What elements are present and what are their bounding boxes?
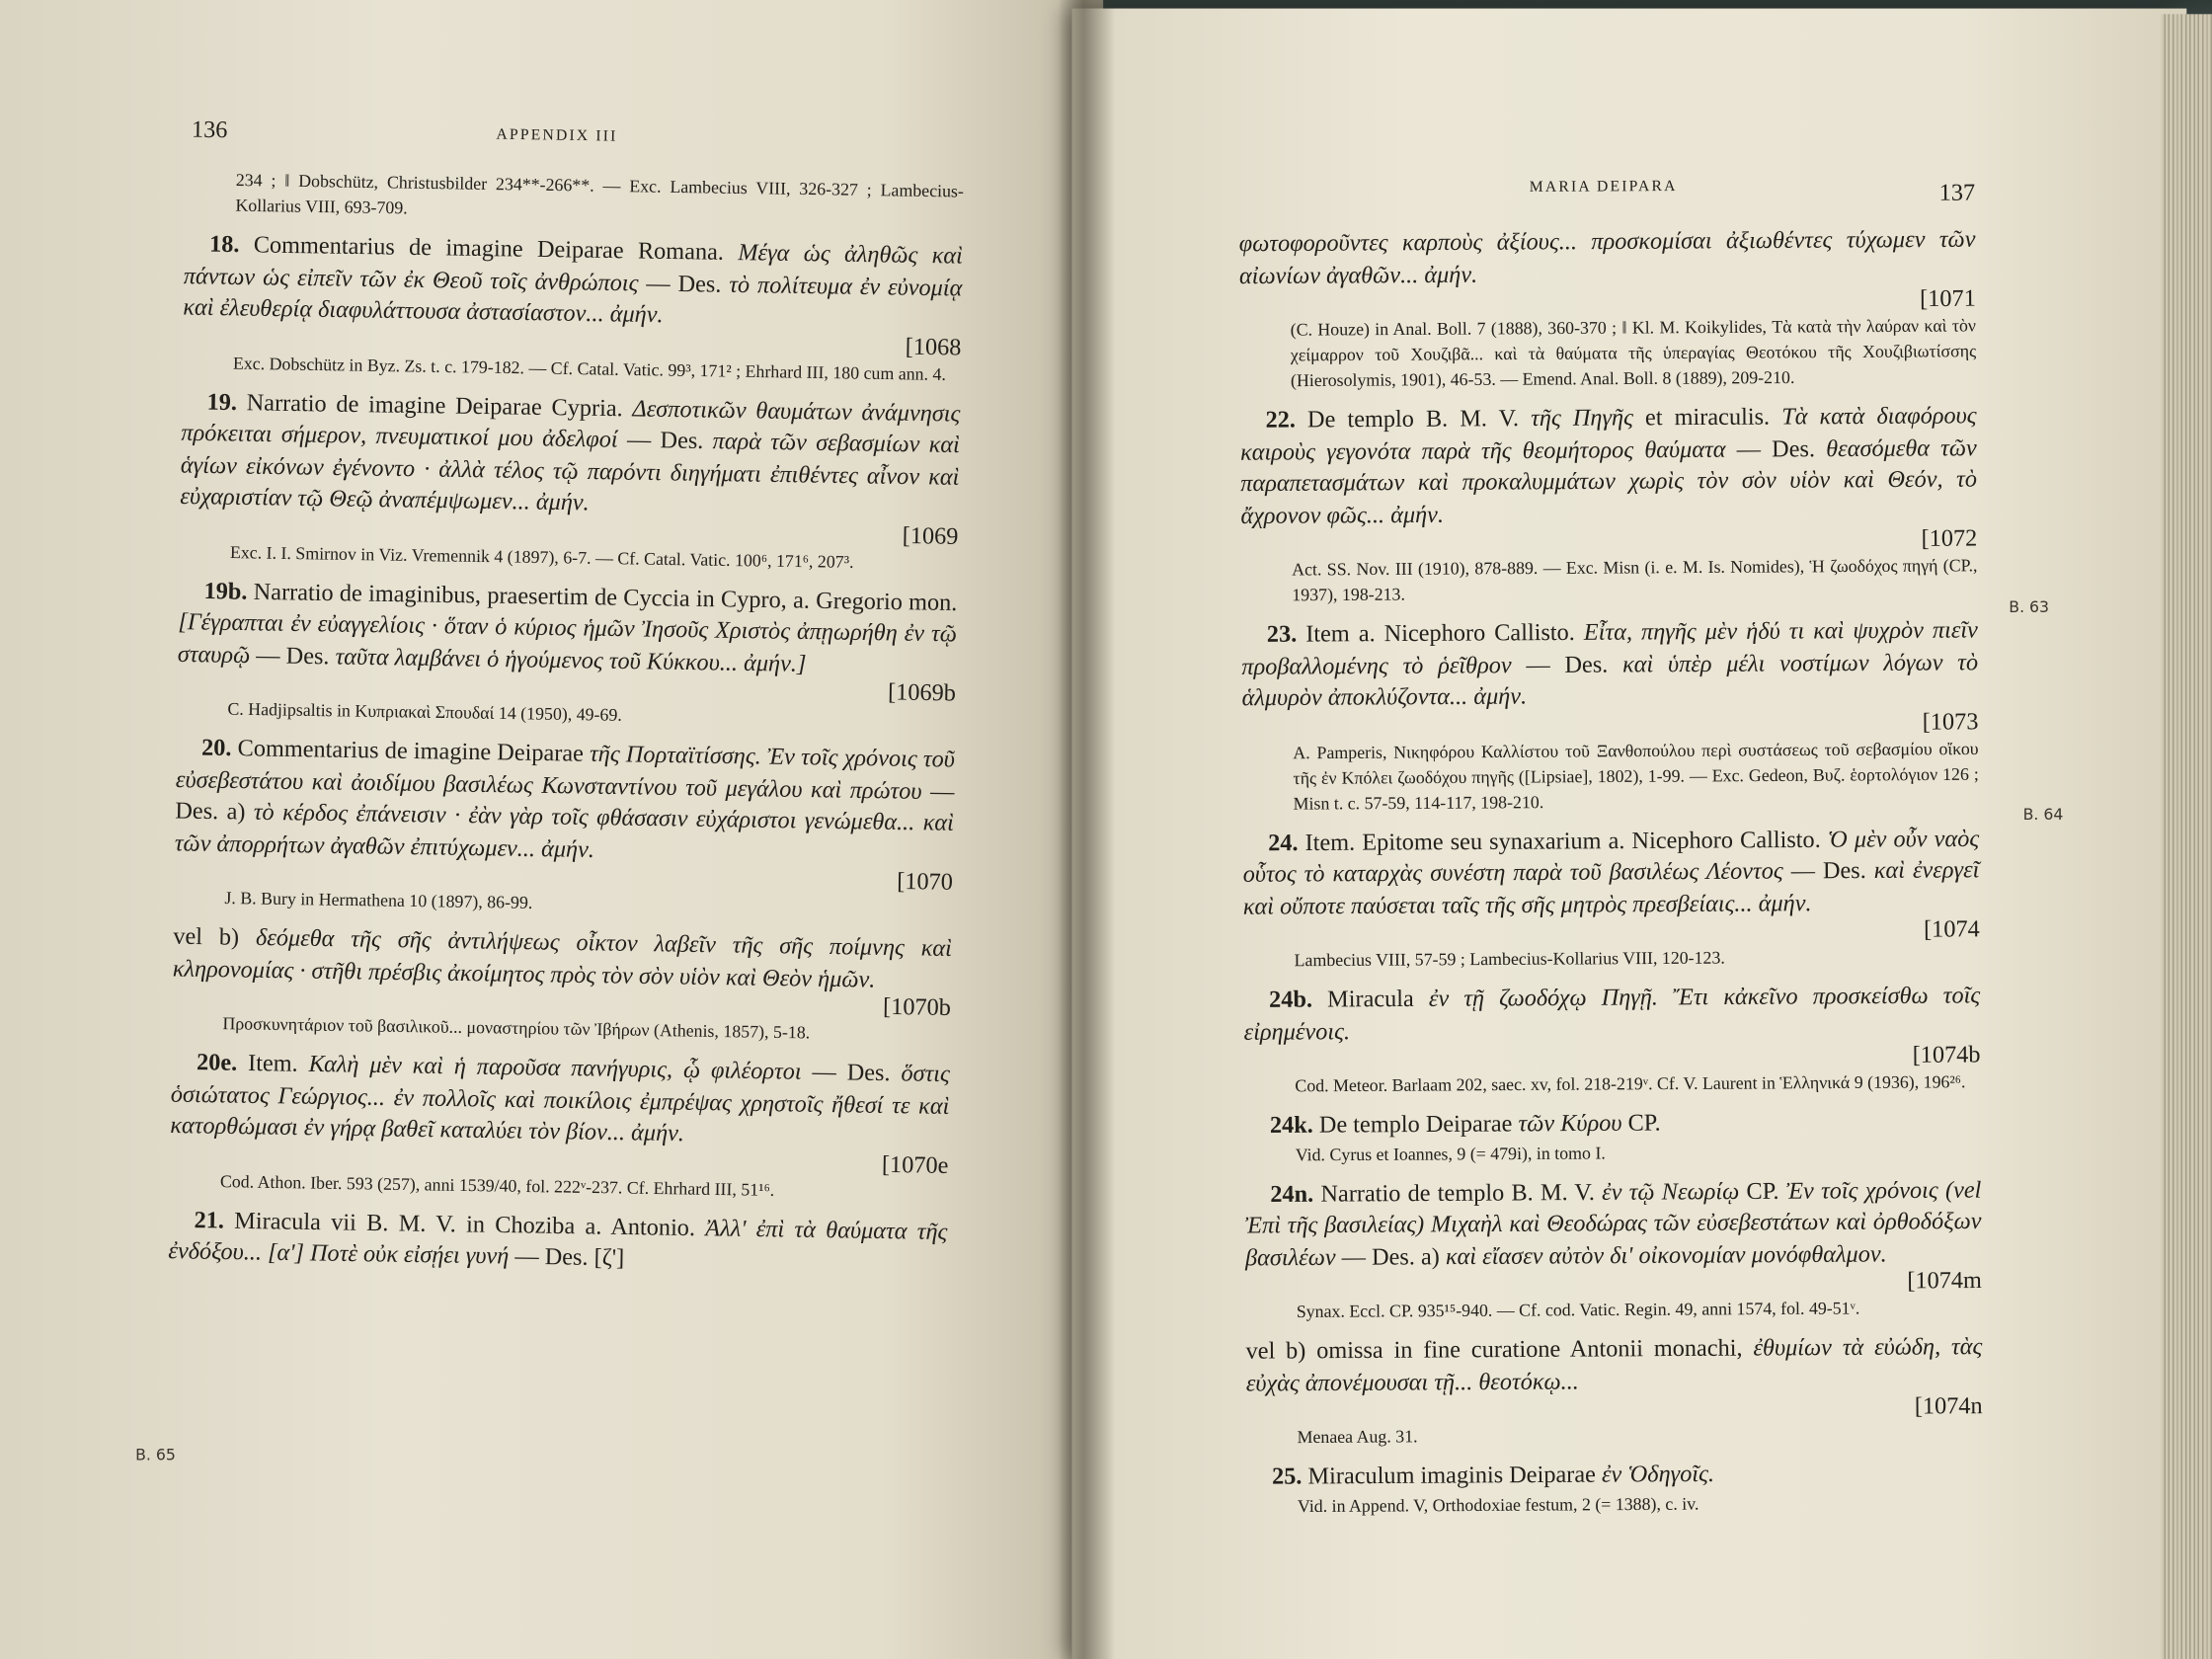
book-gutter	[1058, 0, 1114, 1659]
page-number: 137	[1938, 179, 1976, 206]
catalogue-entry	[1240, 400, 1978, 607]
latin-text: — Des.	[1790, 856, 1866, 885]
greek-incipit: Ἀλλ' ἐπὶ τὰ θαύματα τῆς ἐνδόξου... [α'] Ποτὲ οὐκ εἰσῄει γυνή	[168, 1214, 948, 1270]
bibliography-note: J. B. Bury in Hermathena 10 (1897), 86-99.	[224, 888, 533, 913]
right-page-content	[1238, 165, 1983, 1530]
latin-text: — Des.	[1526, 650, 1609, 678]
entry-text	[183, 228, 963, 336]
latin-text: — Des.	[1736, 434, 1816, 462]
bibliography-note: 234 ; ‖ Dobschütz, Christusbilder 234**-266**. — Exc. Lambecius VIII, 326-327 ; Lambecius-Kollarius VIII, 693-709.	[235, 170, 965, 218]
catalogue-entry	[174, 732, 955, 921]
latin-text: — Des.	[626, 426, 704, 454]
entry-number: 20.	[200, 734, 232, 761]
greek-incipit: Ὁ μὲν οὖν ναὸς οὗτος τὸ καταρχὰς συνέστη παρὰ τοῦ βασιλέως Λέοντος	[1242, 824, 1980, 888]
greek-incipit: φωτοφοροῦντες καρποὺς ἀξίους... προσκομίσαι ἀξιωθέντες τύχωμεν τῶν αἰωνίων ἀγαθῶν... ἀμήν.	[1238, 225, 1976, 289]
latin-text: CP.	[1627, 1109, 1661, 1137]
bibliography-note: Vid. in Append. V, Orthodoxiae festum, 2 (= 1388), c. iv.	[1297, 1493, 1699, 1516]
entry-text	[1246, 1331, 1983, 1399]
bibliography-note: Synax. Eccl. CP. 935¹⁵-940. — Cf. cod. Vatic. Regin. 49, anni 1574, fol. 49-51ᵛ.	[1296, 1298, 1860, 1322]
entry-number: 18.	[208, 230, 240, 258]
catalogue-entry	[1243, 981, 1980, 1099]
bibliography-note: Cod. Athon. Iber. 593 (257), anni 1539/40, fol. 222ᵛ-237. Cf. Ehrhard III, 51¹⁶.	[219, 1170, 775, 1200]
latin-title: De templo Deiparae	[1318, 1110, 1513, 1139]
catalogue-entry	[1242, 823, 1980, 973]
catalogue-entry	[1241, 615, 1979, 817]
greek-text: καὶ ἐνεργεῖ καὶ οὔποτε παύσεται ταῖς τῆς σῆς μητρὸς πρεσβείαις... ἀμήν.	[1242, 855, 1980, 919]
greek-text: καὶ εἴασεν αὐτὸν δι' οἰκονομίαν μονόφθαλμον.	[1445, 1239, 1887, 1270]
latin-text: CP.	[1746, 1176, 1779, 1205]
entry-number: 21.	[194, 1205, 225, 1233]
bibliography-note: (C. Houze) in Anal. Boll. 7 (1888), 360-370 ; ‖ Kl. M. Koikylides, Τὰ κατὰ τὴν λαύραν καὶ τὸν χείμαρρον τοῦ Χουζιβᾶ... καὶ τὰ θαύματα τῆς ὑπεραγίας Θεοτόκου τῆς Χουζιβιωτίσσης (Hierosolymis, 1901), 46-53. — Emend. Anal. Boll. 8 (1889), 209-210.	[1290, 315, 1977, 391]
catalogue-entry	[1245, 1174, 1983, 1324]
latin-title: Item.	[247, 1049, 298, 1077]
entry-text	[1243, 981, 1980, 1049]
latin-text: — Des.	[256, 641, 330, 670]
latin-title: De templo B. M. V.	[1306, 404, 1520, 434]
left-entries	[168, 167, 964, 1280]
entry-text	[1239, 224, 1976, 292]
bibliography-note: C. Hadjipsaltis in Κυπριακαὶ Σπουδαί 14 (1950), 49-69.	[227, 698, 623, 726]
catalogue-reference-number: [1074	[1923, 914, 1980, 943]
catalogue-entry	[1244, 1106, 1981, 1167]
running-title: MARIA DEIPARA	[1529, 178, 1678, 197]
entry-number: 24k.	[1269, 1111, 1313, 1139]
latin-title: Miracula vii B. M. V. in Choziba a. Antonio.	[234, 1206, 696, 1241]
catalogue-reference-number: [1069	[902, 520, 959, 549]
greek-text: τὸ πολίτευμα ἐν εὐνομίᾳ καὶ ἐλευθερίᾳ διαφυλάττουσα ἀστασίαστον... ἀμήν.	[183, 270, 963, 328]
latin-title: vel b)	[173, 922, 240, 951]
latin-title: Narratio de imagine Deiparae Cypria.	[246, 388, 623, 422]
latin-text: — Des.	[812, 1058, 891, 1086]
latin-title: Narratio de imaginibus, praesertim de Cyccia in Cypro, a. Gregorio mon.	[253, 577, 958, 616]
latin-title: Item a. Nicephoro Callisto.	[1305, 618, 1575, 648]
entry-text	[180, 386, 960, 525]
entry-number: 22.	[1265, 406, 1296, 434]
entry-text	[1242, 823, 1979, 922]
greek-incipit: Δεσποτικῶν θαυμάτων ἀνάμνησις πρόκειται σήμερον, πνευματικοί μου ἀδελφοί	[181, 394, 961, 453]
greek-text: τὸ κέρδος ἐπάνεισιν · ἐὰν γὰρ τοῖς φθάσασιν εὐχάριστοι γενώμεθα... καὶ τῶν ἀπορρήτων ἀγαθῶν ἐπιτύχωμεν... ἀμήν.	[174, 798, 955, 863]
catalogue-reference-number: [1072	[1921, 524, 1978, 552]
entry-text	[1245, 1174, 1982, 1274]
greek-text: θεασόμεθα τῶν παραπετασμάτων καὶ προκαλυμμάτων χωρὶς τὸν σὸν υἱὸν καὶ Θεόν, τὸ ἄχρονον φῶς... ἀμήν.	[1240, 434, 1978, 528]
latin-title: Commentarius de imagine Deiparae	[237, 734, 585, 767]
entry-number: 19.	[206, 387, 238, 416]
right-running-head	[1238, 165, 1975, 229]
greek-incipit: Καλὴ μὲν καὶ ἡ παροῦσα πανήγυρις, ᾧ φιλέορτοι	[308, 1050, 802, 1085]
catalogue-reference-number: [1068	[905, 332, 962, 360]
page-fore-edge	[2162, 14, 2212, 1659]
greek-incipit: ἐν τῇ ζωοδόχῳ Πηγῇ. Ἔτι κἀκεῖνο προσκείσθω τοῖς εἰρημένοις.	[1243, 981, 1981, 1045]
latin-title: Miracula	[1327, 985, 1414, 1013]
entry-text	[178, 575, 958, 682]
entry-text	[1246, 1457, 1983, 1493]
greek-incipit: τῆς Πηγῆς	[1531, 403, 1633, 432]
greek-text: ταῦτα λαμβάνει ὁ ἡγούμενος τοῦ Κύκκου... ἀμήν.]	[335, 642, 807, 676]
catalogue-reference-number: [1071	[1920, 284, 1976, 312]
latin-text: — Des. a)	[1341, 1242, 1440, 1270]
greek-text: Τὰ κατὰ διαφόρους καιροὺς γεγονότα παρὰ τῆς θεομήτορος θαύματα	[1239, 401, 1977, 465]
entry-number: 24n.	[1270, 1179, 1314, 1207]
catalogue-entry	[179, 386, 960, 576]
margin-note: B. 65	[135, 1446, 176, 1464]
latin-text: — Des. a)	[175, 776, 955, 826]
bibliography-note: Exc. Dobschütz in Byz. Zs. t. c. 179-182. — Cf. Catal. Vatic. 99³, 171² ; Ehrhard III, 180 cum ann. 4.	[232, 353, 947, 384]
catalogue-entry	[1239, 224, 1977, 394]
greek-incipit: ἐθυμίων τὰ εὐώδη, τὰς εὐχὰς ἀπονέμουσαι τῇ... θεοτόκῳ...	[1245, 1332, 1983, 1396]
catalogue-entry	[177, 575, 958, 733]
catalogue-entry	[172, 921, 952, 1048]
greek-text: παρὰ τῶν σεβασμίων καὶ ἁγίων εἰκόνων ἐγένοντο · ἀλλὰ τέλος τῷ παρόντι διηγήματι ἐπιθέντες αἶνον καὶ εὐχαριστίαν τῷ Θεῷ ἀναπέμψωμεν... ἀμήν.	[180, 427, 961, 516]
latin-title: vel b) omissa in fine curatione Antonii monachi,	[1245, 1334, 1743, 1365]
greek-incipit: Μέγα ὡς ἀληθῶς καὶ πάντων ὡς εἰπεῖν τῶν ἐκ Θεοῦ τοῖς ἀνθρώποις	[183, 238, 964, 296]
entry-number: 25.	[1272, 1462, 1303, 1490]
bibliography-note: Cod. Meteor. Barlaam 202, saec. xv, fol. 218-219ᵛ. Cf. V. Laurent in Ἑλληνικά 9 (1936), 196²⁶.	[1295, 1071, 1966, 1096]
greek-incipit: τῶν Κύρου	[1518, 1109, 1622, 1138]
latin-title: Commentarius de imagine Deiparae Romana.	[253, 230, 725, 266]
bibliography-note: Exc. I. I. Smirnov in Viz. Vremennik 4 (1897), 6-7. — Cf. Catal. Vatic. 100⁶, 171⁶, 207³.	[229, 541, 854, 572]
entry-text	[1240, 400, 1977, 531]
left-running-head	[186, 108, 965, 179]
greek-incipit: δεόμεθα τῆς σῆς ἀντιλήψεως οἶκτον λαβεῖν τῆς σῆς ποίμνης καὶ κληρονομίας · στῆθι πρέσβις ἀκοίμητος πρὸς τὸν σὸν υἱὸν καὶ Θεὸν ἡμῶν.	[172, 923, 953, 992]
entry-number: 20e.	[196, 1048, 238, 1076]
catalogue-entry	[169, 1047, 950, 1205]
entry-number: 24.	[1268, 828, 1299, 856]
catalogue-entry	[182, 228, 963, 386]
greek-text: Ἐν τοῖς χρόνοις (vel Ἐπὶ τῆς βασιλείας) Μιχαὴλ καὶ Θεοδώρας τῶν εὐσεβεστάτων καὶ ὀρθοδόξων βασιλέων	[1244, 1175, 1982, 1271]
bibliography-note: Menaea Aug. 31.	[1297, 1426, 1418, 1448]
catalogue-entry	[168, 1204, 947, 1280]
latin-text: et miraculis.	[1644, 403, 1771, 432]
catalogue-entry	[1246, 1331, 1983, 1450]
latin-title: Item. Epitome seu synaxarium a. Nicephoro Callisto.	[1304, 825, 1821, 856]
entry-text	[175, 732, 955, 871]
entry-number: 23.	[1266, 620, 1298, 648]
latin-text: — Des. [ζ']	[514, 1242, 625, 1272]
latin-title: Narratio de templo B. M. V.	[1320, 1177, 1595, 1207]
right-entries	[1239, 224, 1984, 1519]
catalogue-reference-number: [1070e	[881, 1149, 949, 1178]
greek-incipit: [Γέγραπται ἐν εὐαγγελίοις · ὅταν ὁ κύριος ἡμῶν Ἰησοῦς Χριστὸς ἀπῃωρήθη ἐν τῷ σταυρῷ	[177, 607, 958, 669]
bibliography-note: Act. SS. Nov. III (1910), 878-889. — Exc. Misn (i. e. M. Is. Nomides), Ἡ ζωοδόχος πηγή (CP., 1937), 198-213.	[1292, 555, 1978, 605]
catalogue-entry	[1246, 1457, 1983, 1518]
greek-incipit: ἐν Ὁδηγοῖς.	[1601, 1460, 1715, 1488]
running-title: APPENDIX III	[496, 125, 618, 145]
margin-note: B. 63	[2009, 597, 2050, 617]
entry-text	[173, 921, 952, 997]
greek-incipit: τῆς Πορταϊτίσσης. Ἐν τοῖς χρόνοις τοῦ εὐσεβεστάτου καὶ ἀοιδίμου βασιλέως Κωνσταντίνου τοῦ μεγάλου καὶ πρώτου	[175, 740, 956, 804]
greek-text: ὅστις ὁσιώτατος Γεώργιος... ἐν πολλοῖς καὶ ποικίλοις ἐμπρέψας χρηστοῖς ἤθεσί τε καὶ κατορθώμασι ἐν γήρᾳ βαθεῖ καταλύει τὸν βίον... ἀμήν.	[170, 1059, 951, 1146]
greek-text: καὶ ὑπὲρ μέλι νοστίμων λόγων τὸ ἁλμυρὸν ἀποκλύζοντα... ἀμήν.	[1241, 648, 1979, 711]
bibliography-note: A. Pamperis, Νικηφόρου Καλλίστου τοῦ Ξανθοπούλου περὶ συστάσεως τοῦ σεβασμίου οἴκου τῆς ἐν Κπόλει ζωοδόχου πηγῆς ([Lipsiae], 1802), 1-99. — Exc. Gedeon, Βυζ. ἑορτολόγιον 126 ; Misn t. c. 57-59, 114-117, 198-210.	[1293, 738, 1979, 814]
bibliography-note: Προσκυνητάριον τοῦ βασιλικοῦ... μοναστηρίου τῶν Ἰβήρων (Athenis, 1857), 5-18.	[222, 1013, 811, 1043]
bibliography-note: Lambecius VIII, 57-59 ; Lambecius-Kollarius VIII, 120-123.	[1294, 947, 1725, 971]
greek-incipit: ἐν τῷ Νεωρίῳ	[1602, 1176, 1740, 1205]
bibliography-note: Vid. Cyrus et Ioannes, 9 (= 479i), in tomo I.	[1295, 1143, 1606, 1164]
entry-text	[170, 1047, 950, 1154]
catalogue-reference-number: [1074n	[1914, 1391, 1983, 1420]
entry-text	[1241, 615, 1978, 715]
page-number: 136	[191, 116, 228, 143]
catalogue-reference-number: [1074m	[1907, 1266, 1982, 1295]
margin-note: B. 64	[2022, 805, 2064, 825]
entry-number: 24b.	[1269, 986, 1313, 1013]
latin-text: — Des.	[646, 269, 722, 297]
catalogue-reference-number: [1073	[1922, 707, 1979, 735]
left-page-content	[168, 108, 965, 1292]
catalogue-reference-number: [1070b	[882, 992, 952, 1021]
entry-text	[1244, 1106, 1981, 1143]
latin-title: Miraculum imaginis Deiparae	[1307, 1461, 1596, 1490]
entry-text	[168, 1204, 947, 1280]
greek-incipit: Εἶτα, πηγῆς μὲν ἡδύ τι καὶ ψυχρὸν πιεῖν προβαλλομένης τὸ ῥεῖθρον	[1241, 616, 1978, 679]
entry-number: 19b.	[203, 576, 248, 604]
catalogue-reference-number: [1069b	[887, 677, 957, 707]
catalogue-reference-number: [1070	[897, 867, 954, 896]
catalogue-reference-number: [1074b	[1912, 1040, 1981, 1068]
